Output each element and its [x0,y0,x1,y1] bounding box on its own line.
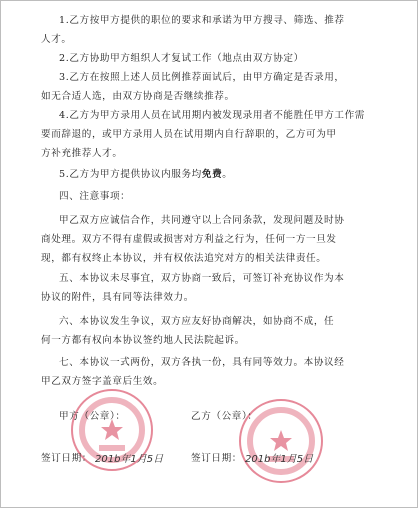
party-a-date-value: 201b年1月5日 [95,454,164,465]
party-a-date-label: 签订日期： [41,453,92,464]
section-6-line-2: 何一方都有权向本协议签约地人民法院起诉。 [41,335,245,346]
clause-4-line-2: 要而辞退的，或甲方录用人员在试用期内自行辞职的，乙方可为甲 [41,129,337,140]
clause-3-line-1: 3.乙方在按照上述人员比例推荐面试后，由甲方确定是否录用， [59,72,345,83]
clause-1-line-1: 1.乙方按甲方提供的职位的要求和承诺为甲方搜寻、筛选、推荐 [59,15,345,26]
section-6-line-1: 六、本协议发生争议，双方应友好协商解决，如协商不成，任 [59,316,335,327]
clause-4-line-1: 4.乙方为甲方录用人员在试用期内被发现录用者不能胜任甲方工作需 [59,110,365,121]
clause-1-line-2: 人才。 [41,34,72,45]
section-4-line-1: 甲乙双方应诚信合作，共同遵守以上合同条款，发现问题及时协 [59,215,345,226]
clause-5-line-1 [59,165,232,184]
section-5-line-1: 五、本协议未尽事宜，双方协商一致后，可签订补充协议作为本 [59,273,345,284]
clause-5-prefix: 5.乙方为甲方提供协议内服务均 [59,169,202,180]
section-7-line-1: 七、本协议一式两份，双方各执一份，具有同等效力。本协议经 [59,357,345,368]
clause-3-line-2: 如无合适人选，由双方协商是否继续推荐。 [41,91,235,102]
party-b-label: 乙方（公章）： [191,411,258,422]
party-a-label: 甲方（公章）： [59,411,126,422]
party-b-date-value: 201b年1月5日 [245,454,314,465]
party-b-date-label: 签订日期： [191,453,242,464]
section-7-line-2: 甲乙双方签字盖章后生效。 [41,376,164,387]
section-4-title: 四、注意事项： [59,191,131,202]
clause-2-line-1: 2.乙方协助甲方组织人才复试工作（地点由双方协定） [59,53,304,64]
section-4-line-2: 商处理。双方不得有虚假或损害对方利益之行为，任何一方一旦发 [41,234,337,245]
section-5-line-2: 协议的附件，具有同等法律效力。 [41,292,194,303]
clause-5-suffix: 。 [222,169,233,180]
clause-5-free: 免费 [201,169,223,180]
section-4-line-3: 现，都有权终止本协议，并有权依法追究对方的相关法律责任。 [41,253,327,264]
clause-4-line-3: 方补充推荐人才。 [41,148,123,159]
